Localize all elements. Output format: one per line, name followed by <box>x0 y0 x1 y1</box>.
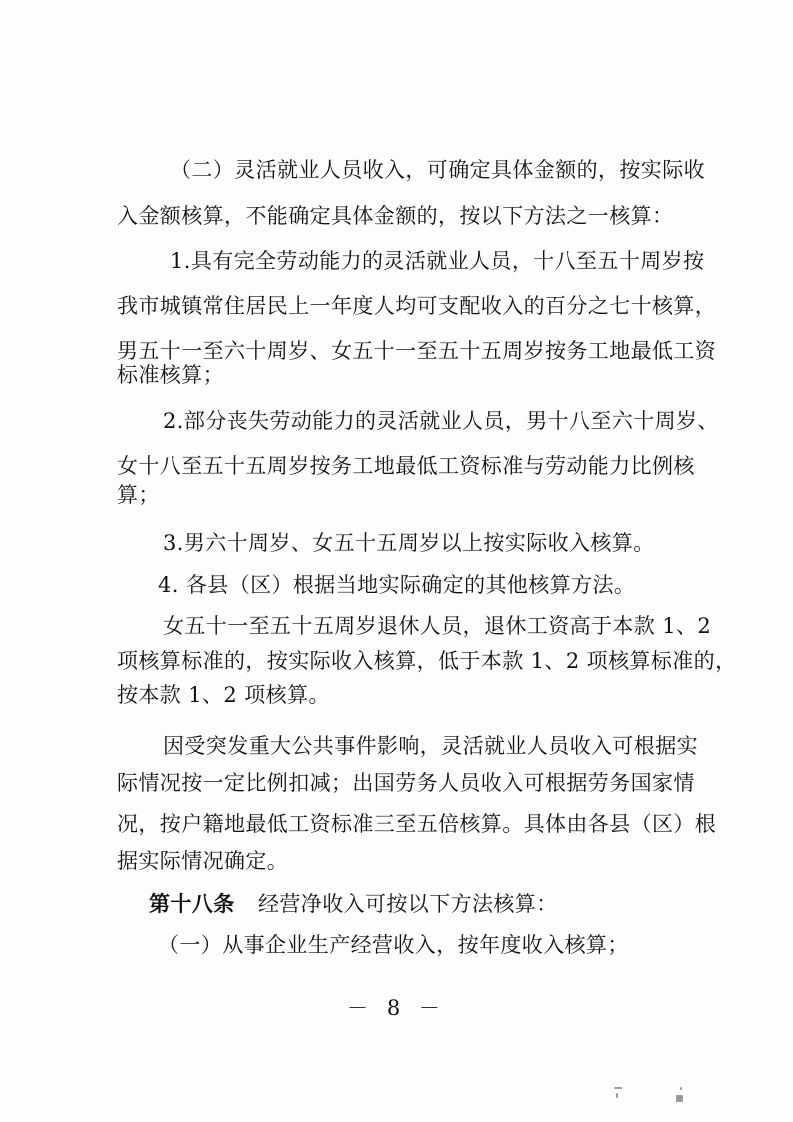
paragraph-3-line-2: 女十八至五十五周岁按务工地最低工资标准与劳动能力比例核 <box>117 454 695 478</box>
paragraph-7-line-2: 际情况按一定比例扣减；出国劳务人员收入可根据劳务国家情 <box>117 771 695 795</box>
paragraph-2-line-3: 男五十一至六十周岁、女五十一至五十五周岁按务工地最低工资 <box>117 339 717 363</box>
page-number: － 8 － <box>347 996 446 1020</box>
paragraph-7-line-4: 据实际情况确定。 <box>117 849 289 873</box>
paragraph-3-line-3: 算； <box>117 483 160 507</box>
paragraph-6-line-2: 项核算标准的，按实际收入核算，低于本款 1、2 项核算标准的， <box>117 649 737 673</box>
scan-speck <box>680 1087 682 1090</box>
paragraph-9-line-1: （一）从事企业生产经营收入，按年度收入核算； <box>158 933 629 957</box>
paragraph-6-line-3: 按本款 1、2 项核算。 <box>117 683 330 707</box>
scan-speck <box>614 1087 622 1089</box>
paragraph-5-line-1: 4. 各县（区）根据当地实际确定的其他核算方法。 <box>158 573 636 597</box>
paragraph-2-line-1: 1.具有完全劳动能力的灵活就业人员，十八至五十周岁按 <box>170 249 705 273</box>
scan-speck <box>616 1093 618 1098</box>
paragraph-1-line-2: 入金额核算，不能确定具体金额的，按以下方法之一核算： <box>117 204 674 228</box>
paragraph-7-line-3: 况，按户籍地最低工资标准三至五倍核算。具体由各县（区）根 <box>117 812 717 836</box>
article-number: 第十八条 <box>149 891 235 916</box>
paragraph-3-line-1: 2.部分丧失劳动能力的灵活就业人员，男十八至六十周岁、 <box>163 409 719 433</box>
scan-speck <box>676 1095 683 1102</box>
paragraph-6-line-1: 女五十一至五十五周岁退休人员，退休工资高于本款 1、2 <box>163 614 712 638</box>
paragraph-2-line-2: 我市城镇常住居民上一年度人均可支配收入的百分之七十核算， <box>117 294 717 318</box>
article-text: 经营净收入可按以下方法核算： <box>258 892 558 916</box>
paragraph-1-line-1: （二）灵活就业人员收入，可确定具体金额的，按实际收 <box>170 158 705 182</box>
paragraph-2-line-4: 标准核算； <box>117 363 224 387</box>
paragraph-4-line-1: 3.男六十周岁、女五十五周岁以上按实际收入核算。 <box>163 531 655 555</box>
paragraph-7-line-1: 因受突发重大公共事件影响，灵活就业人员收入可根据实 <box>163 734 698 758</box>
